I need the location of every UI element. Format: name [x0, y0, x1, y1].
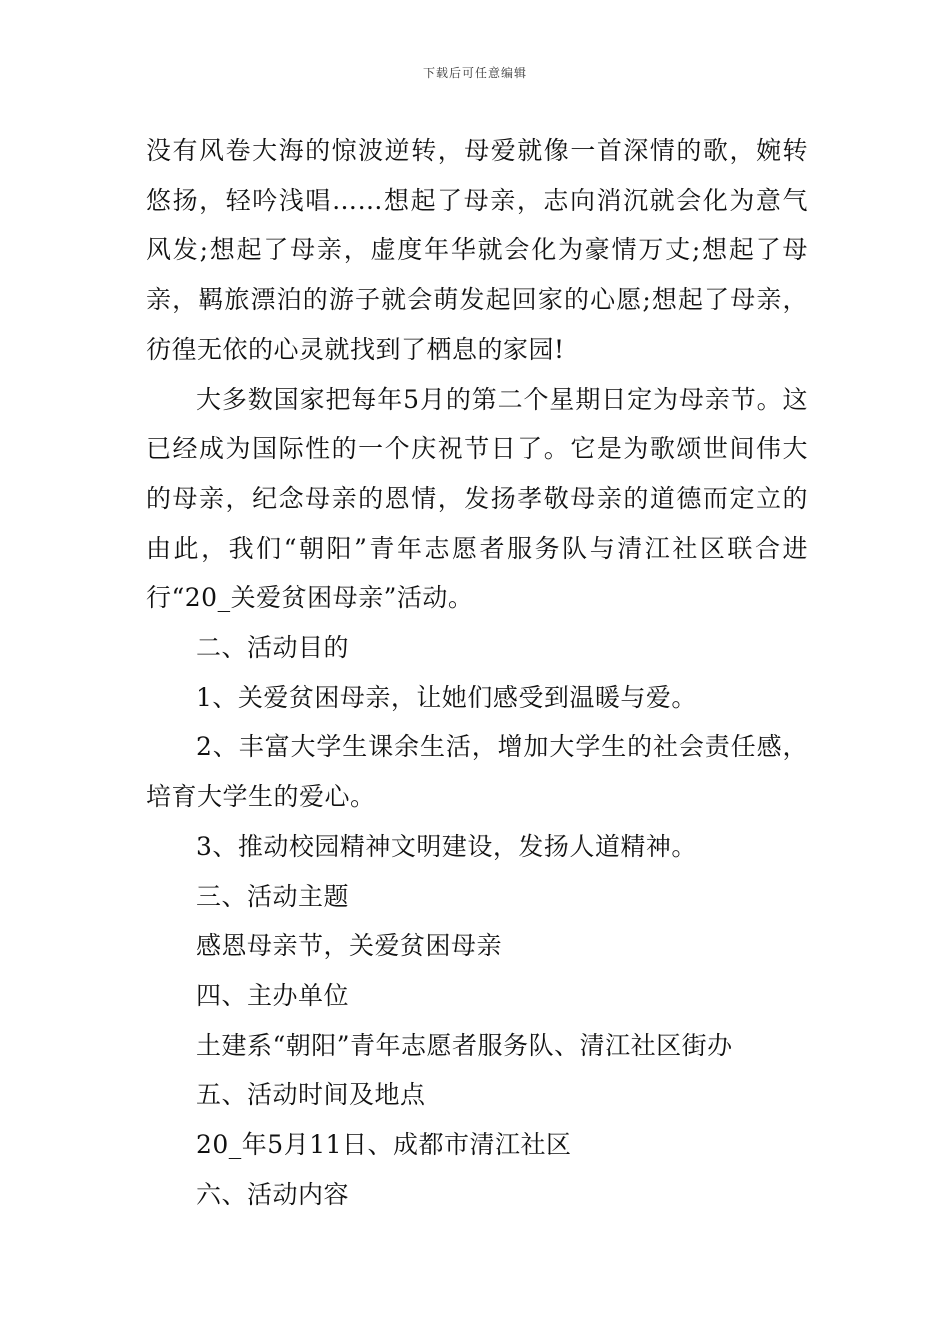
section-heading-time-place: 五、活动时间及地点: [196, 1080, 426, 1110]
goal-item-1: 1、关爱贫困母亲，让她们感受到温暖与爱。: [196, 682, 697, 712]
theme-text: 感恩母亲节，关爱贫困母亲: [196, 931, 503, 961]
section-heading-goals: 二、活动目的: [196, 633, 350, 663]
section-heading-organizer: 四、主办单位: [196, 980, 350, 1010]
goal-item-3: 3、推动校园精神文明建设，发扬人道精神。: [196, 831, 697, 861]
section-heading-theme: 三、活动主题: [196, 881, 350, 911]
paragraph-mothers-day-intro: 大多数国家把每年5月的第二个星期日定为母亲节。这已经成为国际性的一个庆祝节日了。它是为歌颂世间伟大的母亲，纪念母亲的恩情，发扬孝敬母亲的道德而定立的由此，我们“朝阳”青年志愿者服务队与清江社区联合进行“20_关爱贫困母亲”活动。: [146, 384, 808, 613]
organizer-text: 土建系“朝阳”青年志愿者服务队、清江社区街办: [196, 1030, 733, 1060]
section-heading-content: 六、活动内容: [196, 1179, 350, 1209]
paragraph-mother-love: 没有风卷大海的惊波逆转，母爱就像一首深情的歌，婉转悠扬，轻吟浅唱……想起了母亲，志向消沉就会化为意气风发;想起了母亲，虚度年华就会化为豪情万丈;想起了母亲，羁旅漂泊的游子就会萌发起回家的心愿;想起了母亲，彷徨无依的心灵就找到了栖息的家园!: [146, 136, 808, 364]
goal-item-2: 2、丰富大学生课余生活，增加大学生的社会责任感，培育大学生的爱心。: [146, 732, 808, 812]
download-note: 下载后可任意编辑: [422, 66, 527, 80]
time-place-text: 20_年5月11日、成都市清江社区: [196, 1130, 572, 1160]
document-body: [146, 126, 808, 1219]
